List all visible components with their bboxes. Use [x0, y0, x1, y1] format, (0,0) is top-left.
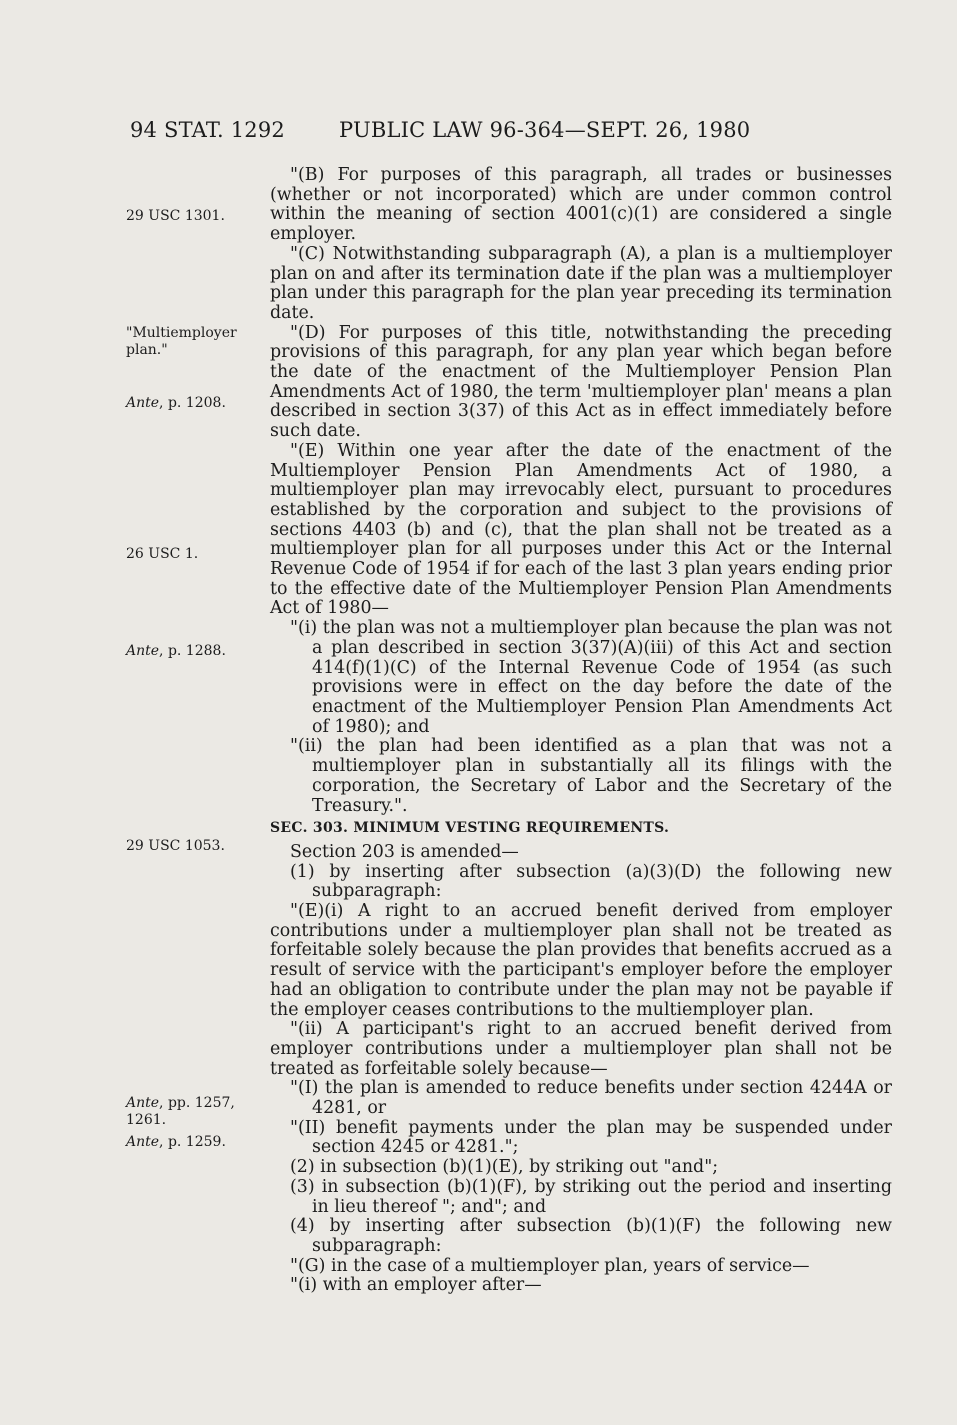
margin-note-26usc1: 26 USC 1.	[126, 546, 199, 562]
paragraph-e-ii: "(ii) the plan had been identified as a plan that was not a multiemployer plan in substantially all its filings with the corporation, the Secretary of Labor and the Secretary of the Treasury.".	[290, 736, 892, 816]
paragraph-amended: Section 203 is amended—	[290, 841, 519, 862]
paragraph-e-i: "(i) the plan was not a multiemployer plan because the plan was not a plan described in section 3(37)(A)(iii) of this Act and section 414(f)(1)(C) of the Internal Revenue Code of 1954 (as such provisions were in effect on the day before the date of the enactment of the Multiemployer Pension Plan Amendments Act of 1980); and	[290, 618, 892, 737]
page-stat-number: 94 STAT. 1292	[130, 118, 285, 142]
page-title: PUBLIC LAW 96-364—SEPT. 26, 1980	[339, 118, 751, 142]
paragraph-2: (2) in subsection (b)(1)(E), by striking out "and";	[290, 1157, 719, 1178]
paragraph-e-ii-new: "(ii) A participant's right to an accrued benefit derived from employer contributions under a multiemployer plan shall not be treated as forfeitable solely because—	[270, 1019, 892, 1079]
paragraph-d: "(D) For purposes of this title, notwithstanding the preceding provisions of this paragraph, for any plan year which began before the date of the enactment of the Multiemployer Pension Plan Amendments Act of 1980, the term 'multiemployer plan' means a plan described in section 3(37) of this Act as in effect immediately before such date.	[270, 322, 892, 442]
paragraph-4: (4) by inserting after subsection (b)(1)(F) the following new subparagraph:	[290, 1216, 892, 1256]
paragraph-b: "(B) For purposes of this paragraph, all trades or businesses (whether or not incorporated) which are under common control within the meaning of section 4001(c)(1) are considered a single employer.	[270, 165, 892, 245]
paragraph-e: "(E) Within one year after the date of the enactment of the Multiemployer Pension Plan Amendments Act of 1980, a multiemployer plan may irrevocably elect, pursuant to procedures established by the corporation and subject to the provisions of sections 4403 (b) and (c), that the plan shall not be treated as a multiemployer plan for all purposes under this Act or the Internal Revenue Code of 1954 if for each of the last 3 plan years ending prior to the effective date of the Multiemployer Pension Plan Amendments Act of 1980—	[270, 440, 892, 619]
paragraph-I: "(I) the plan is amended to reduce benefits under section 4244A or 4281, or	[290, 1078, 892, 1119]
section-heading: SEC. 303. MINIMUM VESTING REQUIREMENTS.	[270, 820, 670, 837]
margin-note-ante-1288: Ante, p. 1288.	[126, 643, 226, 659]
margin-note-29usc1301: 29 USC 1301.	[126, 208, 225, 224]
margin-note-ante-1257: Ante, pp. 1257, 1261.	[126, 1095, 235, 1128]
paragraph-3: (3) in subsection (b)(1)(F), by striking out the period and inserting in lieu thereof "; and"; and	[290, 1176, 892, 1217]
paragraph-g: "(G) in the case of a multiemployer plan, years of service—	[290, 1255, 810, 1276]
paragraph-e-i-new: "(E)(i) A right to an accrued benefit derived from employer contributions under a multiemployer plan shall not be treated as forfeitable solely because the plan provides that benefits accrued as a result of service with the participant's employer before the employer had an obligation to contribute under the plan may not be payable if the employer ceases contributions to the multiemployer plan.	[270, 901, 892, 1020]
margin-note-ante-1208: Ante, p. 1208.	[126, 395, 226, 411]
paragraph-II: "(II) benefit payments under the plan may be suspended under section 4245 or 4281.";	[290, 1117, 892, 1158]
statute-body	[270, 166, 892, 1296]
paragraph-c: "(C) Notwithstanding subparagraph (A), a plan is a multiemployer plan on and after its termination date if the plan was a multiemployer plan under this paragraph for the plan year preceding its termination date.	[270, 243, 892, 323]
margin-note-multiemployer-plan: "Multiemployer plan."	[126, 325, 237, 358]
margin-note-ante-1259: Ante, p. 1259.	[126, 1134, 226, 1150]
paragraph-g-i: "(i) with an employer after—	[290, 1275, 542, 1296]
paragraph-1: (1) by inserting after subsection (a)(3)(D) the following new subparagraph:	[290, 861, 892, 902]
margin-note-29usc1053: 29 USC 1053.	[126, 838, 225, 854]
